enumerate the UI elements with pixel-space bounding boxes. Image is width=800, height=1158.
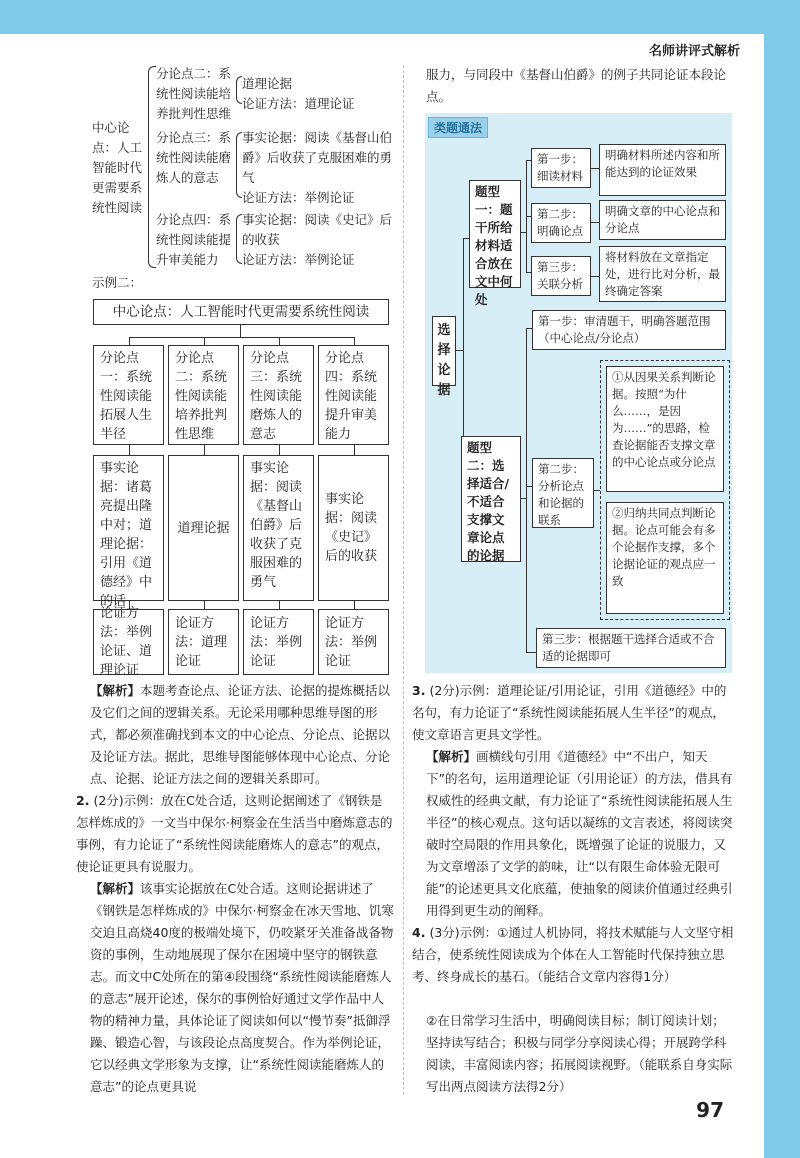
diagram-connector — [129, 445, 130, 455]
t1-step2 — [531, 203, 591, 243]
t2-step2-text: 第二步：分析论点和论据的联系 — [538, 462, 584, 527]
q3-analysis-text: 画横线句引用《道德经》中“不出户，知天下”的名句，运用道理论证（引用论证）的方法，借具有权威性的经典文献，有力论证了“系统性阅读能拓展人生半径”的核心观点。这句话以凝练的文言表述，将阅读突破时空局限的作用具象化，既增强了论证的说服力，又为文章增添了文学的韵味，让“以有限生命体验无限可能”的论述更具文化底蕴，使抽象的阅读价值通过经典引用得到更生动的阐释。 — [426, 749, 733, 918]
t2-step1-text: 第一步：审清题干，明确答题范围（中心论点/分论点） — [538, 314, 711, 345]
t1-desc3 — [599, 246, 726, 302]
q4-answer — [412, 922, 734, 988]
sub-point-4 — [156, 210, 242, 270]
diagram-m2 — [168, 609, 239, 675]
diagram-connector — [279, 337, 280, 345]
q3-text: (2分)示例：道理论证/引用论证，引用《道德经》中的名句，有力论证了“系统性阅读能拓展人生半径”的观点，使文章语言更具文学性。 — [412, 683, 727, 742]
analysis-tag: 【解析】 — [90, 683, 141, 698]
sub2-evidence — [242, 74, 292, 94]
diagram-sub3 — [243, 345, 314, 445]
diagram-m4-text: 论证方法：举例论证 — [325, 615, 378, 669]
diagram-connector — [204, 601, 205, 609]
diagram-sub4-text: 分论点四：系统性阅读能提升审美能力 — [325, 351, 378, 442]
q2-number: 2. — [76, 793, 90, 808]
diagram-ev2 — [168, 455, 239, 601]
panel-connector — [526, 652, 536, 653]
q2-analysis — [90, 878, 394, 1098]
t2-step2 — [532, 458, 594, 528]
t1-desc1-text: 明确材料所述内容和所能达到的论证效果 — [605, 148, 720, 179]
t1-step2-text: 第二步：明确论点 — [537, 207, 583, 238]
sub2-evidence-text: 道理论据 — [242, 76, 293, 91]
sub4-evidence — [242, 210, 398, 250]
diagram-connector — [354, 445, 355, 455]
sub4-evidence-text: 事实论据：阅读《史记》后的收获 — [242, 212, 393, 247]
tree-brace-main — [148, 66, 156, 268]
t1-step1-text: 第一步：细读材料 — [537, 152, 583, 183]
q2-analysis-text: 该事实论据放在C处合适。这则论据讲述了《钢铁是怎样炼成的》中保尔·柯察金在冰天雪地、饥寒交迫且高烧40度的极端处境下，仍咬紧牙关准备战备物资的事例，生动地展现了保尔在困境中坚守的钢铁意志。而文中C处所在的第④段围绕“系统性阅读能磨炼人的意志”展开论述，保尔的事例恰好通过文学作品中人物的精神力量，具体论证了阅读如何以“慢节奏”抵御浮躁、锻造心智，与该段论点高度契合。作为举例论证，它以经典文学形象为支撑，让“系统性阅读能磨炼人的意志”的论点更具说 — [90, 881, 394, 1094]
t2-method2 — [606, 502, 724, 614]
diagram-connector — [354, 601, 355, 609]
diagram-connector — [129, 337, 130, 345]
analysis-1-text: 本题考查论点、论证方法、论据的提炼概括以及它们之间的逻辑关系。无论采用哪种思维导图的形式，都必须准确找到本文的中心论点、分论点、论据以及论证方法。据此，思维导图能够体现中心论点、分论点、论据、论证方法之间的逻辑关系即可。 — [90, 683, 391, 786]
sub2-method-text: 论证方法：道理论证 — [242, 96, 355, 111]
t2-step1 — [532, 310, 726, 350]
diagram-ev2-text: 道理论据 — [177, 520, 230, 536]
q4-part2 — [426, 1010, 734, 1098]
diagram-connector — [279, 601, 280, 609]
right-band — [764, 0, 800, 1158]
t2-method1-text: ①从因果关系判断论据。按照“为什么……，是因为……”的思路，检查论据能否支撑文章的中心论点或分论点 — [612, 370, 716, 469]
panel-tag: 类题通法 — [428, 117, 488, 138]
t2-step3 — [536, 628, 726, 668]
diagram-central-text: 中心论点：人工智能时代更需要系统性阅读 — [112, 304, 370, 320]
diagram-connector — [204, 445, 205, 455]
diagram-sub1 — [93, 345, 164, 445]
right-intro — [426, 64, 732, 108]
q4-text: (3分)示例：①通过人机协同，将技术赋能与人文坚守相结合，使系统性阅读成为个体在人工智能时代保持独立思考、终身成长的基石。（能结合文章内容得1分） — [412, 925, 734, 984]
panel-connector — [591, 168, 599, 169]
q2-text: (2分)示例：放在C处合适，这则论据阐述了《钢铁是怎样炼成的》一文当中保尔·柯察金在生活当中磨炼意志的事例，有力论证了“系统性阅读能磨炼人的意志”的观点，使论证更具有说服力。 — [76, 793, 393, 874]
analysis-1 — [90, 680, 394, 790]
diagram-m1 — [93, 606, 164, 678]
sub3-method-text: 论证方法：举例论证 — [242, 190, 355, 205]
diagram-m3 — [243, 609, 314, 675]
type2-text: 题型二：选择适合/不适合支撑文章论点的论据 — [467, 440, 510, 563]
q4-part2-text: ②在日常学习生活中，明确阅读目标；制订阅读计划；坚持读写结合；积极与同学分享阅读心得；开展跨学科阅读，丰富阅读内容；拓展阅读视野。（能联系自身实际写出两点阅读方法得2分） — [426, 1013, 733, 1094]
t1-desc2 — [599, 200, 726, 240]
root-box — [432, 316, 456, 398]
sub-point-4-text: 分论点四：系统性阅读能提升审美能力 — [156, 212, 232, 267]
diagram-ev3 — [243, 455, 314, 601]
sub-point-3-text: 分论点三：系统性阅读能磨炼人的意志 — [156, 130, 232, 185]
diagram-ev4 — [318, 455, 389, 601]
diagram-sub3-text: 分论点三：系统性阅读能磨炼人的意志 — [250, 351, 303, 442]
diagram-m1-text: 论证方法：举例论证、道理论证 — [100, 606, 153, 678]
t1-step1 — [531, 148, 591, 188]
t1-desc1 — [599, 144, 726, 196]
t1-step3-text: 第三步：关联分析 — [537, 260, 583, 291]
type2-box — [461, 436, 521, 562]
top-band — [0, 0, 800, 34]
q4-number: 4. — [412, 925, 426, 940]
diagram-connector — [129, 337, 355, 338]
column-divider — [403, 65, 404, 1095]
sub3-evidence — [242, 128, 398, 188]
central-point-text: 中心论点：人工智能时代更需要系统性阅读 — [92, 120, 143, 215]
page-number: 97 — [696, 1098, 724, 1122]
diagram-central-box — [93, 299, 389, 325]
diagram-ev3-text: 事实论据：阅读《基督山伯爵》后收获了克服困难的勇气 — [250, 461, 303, 590]
diagram-connector — [204, 337, 205, 345]
diagram-m3-text: 论证方法：举例论证 — [250, 615, 303, 669]
q3-answer — [412, 680, 734, 746]
diagram-connector — [279, 445, 280, 455]
analysis-tag: 【解析】 — [90, 881, 141, 896]
sub-point-3 — [156, 128, 242, 188]
q2-answer — [76, 790, 394, 878]
diagram-sub4 — [318, 345, 389, 445]
sub3-method — [242, 188, 355, 208]
diagram-ev1 — [93, 455, 164, 609]
panel-connector — [526, 328, 527, 652]
root-text: 选择论据 — [437, 323, 451, 398]
example-2-label — [92, 272, 142, 294]
diagram-sub2-text: 分论点二：系统性阅读能培养批判性思维 — [175, 351, 228, 442]
sub-point-2-text: 分论点二：系统性阅读能培养批判性思维 — [156, 66, 232, 121]
diagram-connector — [354, 337, 355, 345]
diagram-ev4-text: 事实论据：阅读《史记》后的收获 — [325, 492, 378, 564]
panel-connector — [591, 276, 599, 277]
sub-point-2 — [156, 64, 242, 124]
diagram-ev1-text: 事实论据：诸葛亮提出隆中对；道理论据：引用《道德经》中的话 — [100, 461, 153, 609]
sub2-method — [242, 94, 355, 114]
diagram-m2-text: 论证方法：道理论证 — [175, 615, 228, 669]
t2-method1 — [606, 366, 724, 492]
q3-number: 3. — [412, 683, 426, 698]
t1-desc2-text: 明确文章的中心论点和分论点 — [605, 204, 720, 235]
t2-step3-text: 第三步：根据题干选择合适或不合适的论据即可 — [542, 632, 715, 663]
central-point-label — [92, 118, 152, 218]
diagram-sub1-text: 分论点一：系统性阅读能拓展人生半径 — [100, 351, 153, 442]
example-2-label-text: 示例二： — [92, 275, 143, 290]
running-header: 名师讲评式解析 — [648, 44, 740, 59]
q3-analysis — [426, 746, 734, 922]
t1-desc3-text: 将材料放在文章指定处，进行比对分析，最终确定答案 — [605, 250, 720, 298]
type1-text: 题型一：题干所给材料适合放在文中何处 — [475, 184, 513, 307]
type1-box — [469, 180, 521, 307]
t2-method2-text: ②归纳共同点判断论据。论点可能会有多个论据作支撑，多个论据论证的观点应一致 — [612, 506, 716, 588]
diagram-sub2 — [168, 345, 239, 445]
diagram-connector — [240, 325, 241, 337]
right-intro-text: 服力，与同段中《基督山伯爵》的例子共同论证本段论点。 — [426, 67, 727, 104]
sub4-method — [242, 250, 355, 270]
diagram-m4 — [318, 609, 389, 675]
analysis-tag: 【解析】 — [426, 749, 477, 764]
sub4-method-text: 论证方法：举例论证 — [242, 252, 355, 267]
t1-step3 — [531, 256, 591, 296]
sub3-evidence-text: 事实论据：阅读《基督山伯爵》后收获了克服困难的勇气 — [242, 130, 393, 185]
panel-connector — [591, 222, 599, 223]
